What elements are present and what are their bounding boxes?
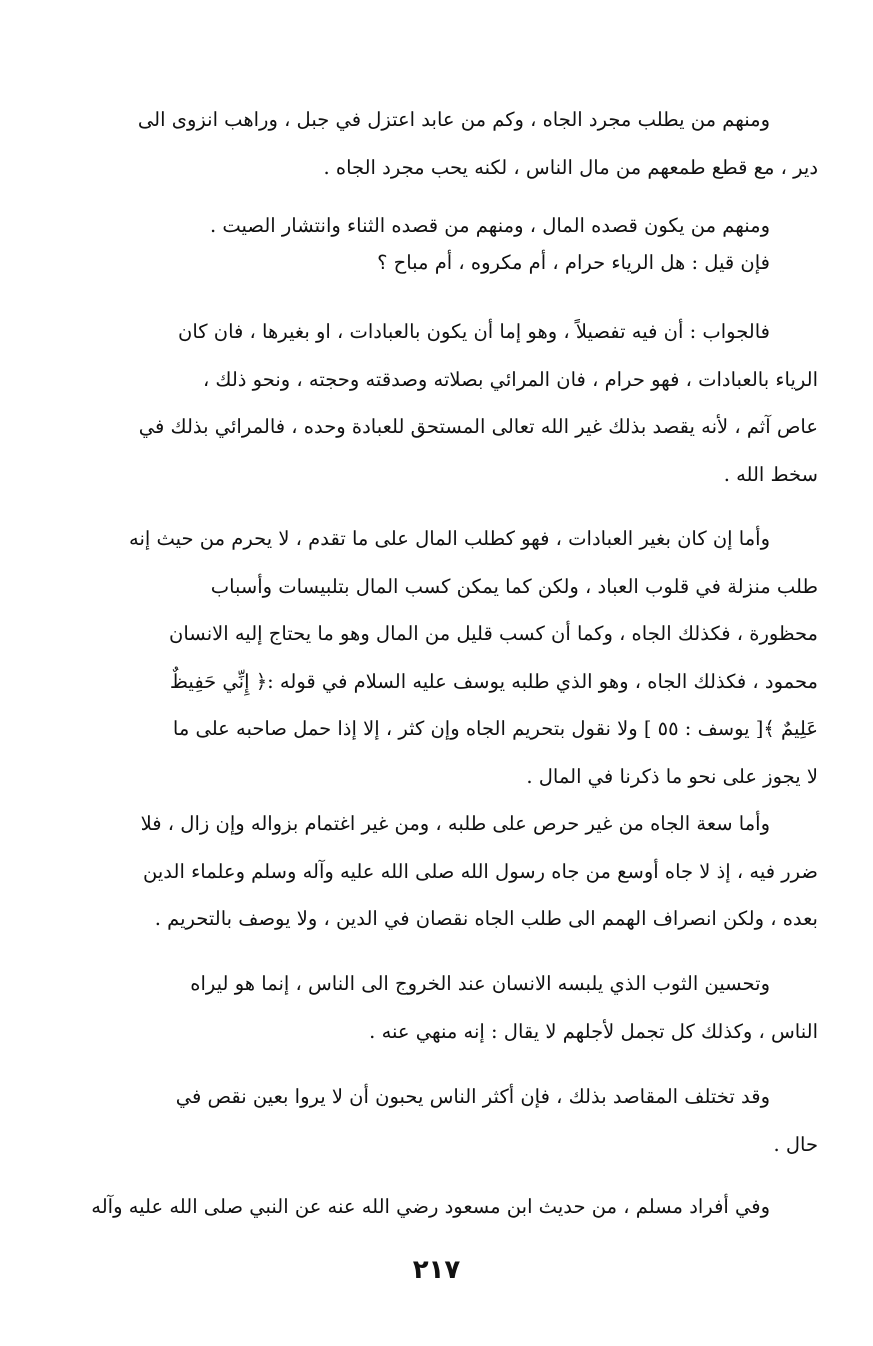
text-line: محمود ، فكذلك الجاه ، وهو الذي طلبه يوسف عليه السلام في قوله :﴿ إِنِّي حَفِيظٌ <box>169 669 818 693</box>
text-line: وأما سعة الجاه من غير حرص على طلبه ، ومن غير اغتمام بزواله وإن زال ، فلا <box>140 812 770 835</box>
paragraph-3 <box>66 308 818 498</box>
text-line: ضرر فيه ، إذ لا جاه أوسع من جاه رسول الله صلى الله عليه وآله وسلم وعلماء الدين <box>143 859 818 883</box>
text-line: فإن قيل : هل الرياء حرام ، أم مكروه ، أم مباح ؟ <box>377 251 770 274</box>
paragraph-6 <box>66 960 818 1055</box>
text-line: الرياء بالعبادات ، فهو حرام ، فان المرائي بصلاته وصدقته وحجته ، ونحو ذلك ، <box>202 367 818 391</box>
paragraph-4 <box>66 515 818 800</box>
text-line: ومنهم من يطلب مجرد الجاه ، وكم من عابد اعتزل في جبل ، وراهب انزوى الى <box>137 108 770 131</box>
paragraph-1 <box>66 96 818 191</box>
text-line: وأما إن كان بغير العبادات ، فهو كطلب المال على ما تقدم ، لا يحرم من حيث إنه <box>129 527 770 550</box>
page-number: ٢١٧ <box>412 1255 461 1285</box>
text-line: حال . <box>773 1132 818 1156</box>
text-line: وقد تختلف المقاصد بذلك ، فإن أكثر الناس يحبون أن لا يروا بعين نقص في <box>175 1085 770 1108</box>
paragraph-7 <box>66 1073 818 1168</box>
text-line: لا يجوز على نحو ما ذكرنا في المال . <box>526 764 818 788</box>
text-line: طلب منزلة في قلوب العباد ، ولكن كما يمكن كسب المال بتلبيسات وأسباب <box>210 574 818 598</box>
text-line: وتحسين الثوب الذي يلبسه الانسان عند الخروج الى الناس ، إنما هو ليراه <box>190 972 770 995</box>
text-line: الناس ، وكذلك كل تجمل لأجلهم لا يقال : إنه منهي عنه . <box>369 1019 818 1043</box>
text-line: عاص آثم ، لأنه يقصد بذلك غير الله تعالى المستحق للعبادة وحده ، فالمرائي بذلك في <box>138 415 818 438</box>
paragraph-8 <box>66 1183 818 1231</box>
text-line: ومنهم من يكون قصده المال ، ومنهم من قصده الثناء وانتشار الصيت . <box>209 214 770 237</box>
text-line: عَلِيمٌ ﴾[ يوسف : ٥٥ ] ولا نقول بتحريم الجاه وإن كثر ، إلا إذا حمل صاحبه على ما <box>172 717 818 740</box>
text-line: فالجواب : أن فيه تفصيلاً ، وهو إما أن يكون بالعبادات ، او بغيرها ، فان كان <box>178 320 770 343</box>
text-line: دير ، مع قطع طمعهم من مال الناس ، لكنه يحب مجرد الجاه . <box>323 155 818 179</box>
text-line: بعده ، ولكن انصراف الهمم الى طلب الجاه نقصان في الدين ، ولا يوصف بالتحريم . <box>154 907 818 930</box>
text-line: وفي أفراد مسلم ، من حديث ابن مسعود رضي الله عنه عن النبي صلى الله عليه وآله <box>91 1195 770 1218</box>
text-line: محظورة ، فكذلك الجاه ، وكما أن كسب قليل من المال وهو ما يحتاج إليه الانسان <box>169 622 818 645</box>
text-line: سخط الله . <box>723 462 818 486</box>
paragraph-2 <box>66 207 818 281</box>
paragraph-5 <box>66 800 818 943</box>
